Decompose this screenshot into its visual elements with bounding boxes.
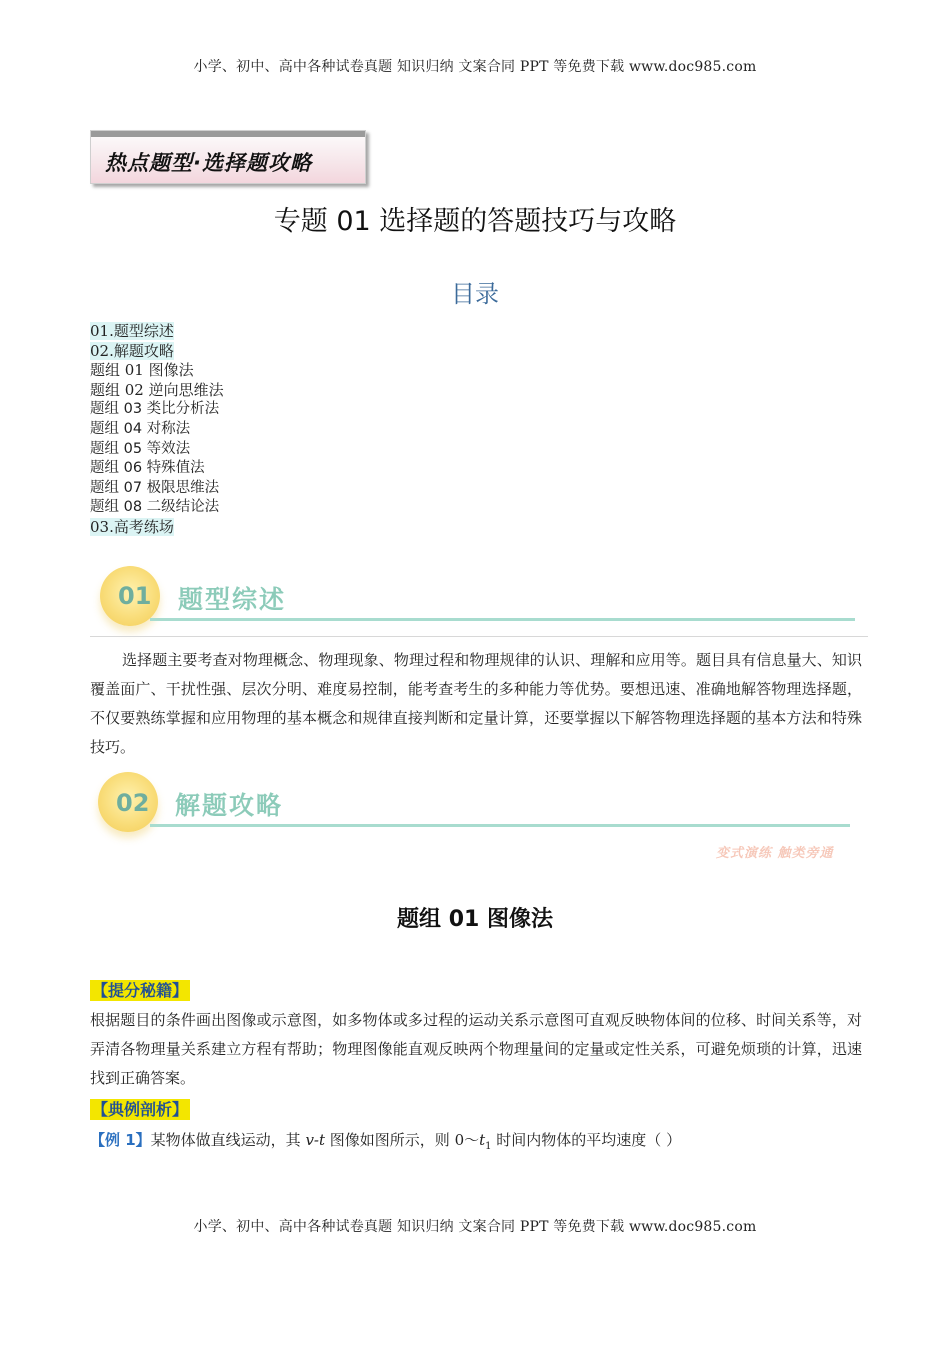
page-footer: 小学、初中、高中各种试卷真题 知识归纳 文案合同 PPT 等免费下载 www.doc985.com [193,1219,757,1235]
toc-item-group-07[interactable]: 题组 07 极限思维法 [90,479,220,496]
toc-item-overview[interactable]: 01.题型综述 [90,322,174,340]
example-1 [90,1128,681,1159]
example-1-text-c: 时间内物体的平均速度（ ） [491,1131,682,1149]
toc-item-strategy[interactable]: 02.解题攻略 [90,341,174,360]
toc-item-group-04[interactable]: 题组 04 对称法 [90,420,191,437]
toc-item-group-05[interactable]: 题组 05 等效法 [90,440,191,457]
example-analysis-label: 【典例剖析】 [92,1100,189,1119]
example-1-t1-sub: 1 [485,1141,492,1152]
page-title: 专题 01 选择题的答题技巧与攻略 [273,206,677,237]
example-1-text-b: 图像如图所示，则 0～ [325,1131,480,1149]
example-analysis-tag [90,1097,190,1120]
toc-heading: 目录 [451,280,499,308]
section-divider [90,636,868,637]
toc-item-group-08[interactable]: 题组 08 二级结论法 [90,499,220,516]
toc-item-group-03[interactable]: 题组 03 类比分析法 [90,401,220,418]
toc-item-group-02[interactable]: 题组 02 逆向思维法 [90,380,224,399]
tip-tag [90,978,190,1001]
toc-item-group-01[interactable]: 题组 01 图像法 [90,361,194,380]
group-01-title: 题组 01 图像法 [397,907,553,932]
badge-label: 热点题型·选择题攻略 [105,151,312,175]
section2-subtag: 变式演练 触类旁通 [716,846,834,861]
toc-item-group-06[interactable]: 题组 06 特殊值法 [90,460,205,477]
example-1-label: 【例 1】 [90,1131,151,1149]
section1-underline [150,618,855,621]
tip-tag-label: 【提分秘籍】 [92,981,189,1000]
section1-number: 01 [118,582,152,610]
section1-title: 题型综述 [178,585,287,614]
topic-badge [90,130,366,184]
overview-paragraph: 选择题主要考查对物理概念、物理现象、物理过程和物理规律的认识、理解和应用等。题目具有信息量大、知识覆盖面广、干扰性强、层次分明、难度易控制，能考查考生的多种能力等优势。要想迅速、准确地解答物理选择题，不仅要熟练掌握和应用物理的基本概念和规律直接判断和定量计算，还要掌握以下解答物理选择题的基本方法和特殊技巧。 [90,651,862,756]
example-1-t1: t [479,1131,486,1149]
tip-paragraph: 根据题目的条件画出图像或示意图，如多物体或多过程的运动关系示意图可直观反映物体间的位移、时间关系等，对弄清各物理量关系建立方程有帮助；物理图像能直观反映两个物理量间的定量或定性关系，可避免烦琐的计算，迅速找到正确答案。 [90,1011,862,1087]
table-of-contents [90,322,224,538]
section2-title: 解题攻略 [175,791,284,820]
example-1-vt: v-t [305,1131,326,1149]
page-header: 小学、初中、高中各种试卷真题 知识归纳 文案合同 PPT 等免费下载 www.doc985.com [193,59,757,75]
section2-number: 02 [116,789,150,817]
toc-item-exam-practice[interactable]: 03.高考练场 [90,517,174,536]
example-1-text-a: 某物体做直线运动，其 [150,1131,306,1149]
badge-top-bar [91,131,365,137]
section2-underline [150,824,850,827]
